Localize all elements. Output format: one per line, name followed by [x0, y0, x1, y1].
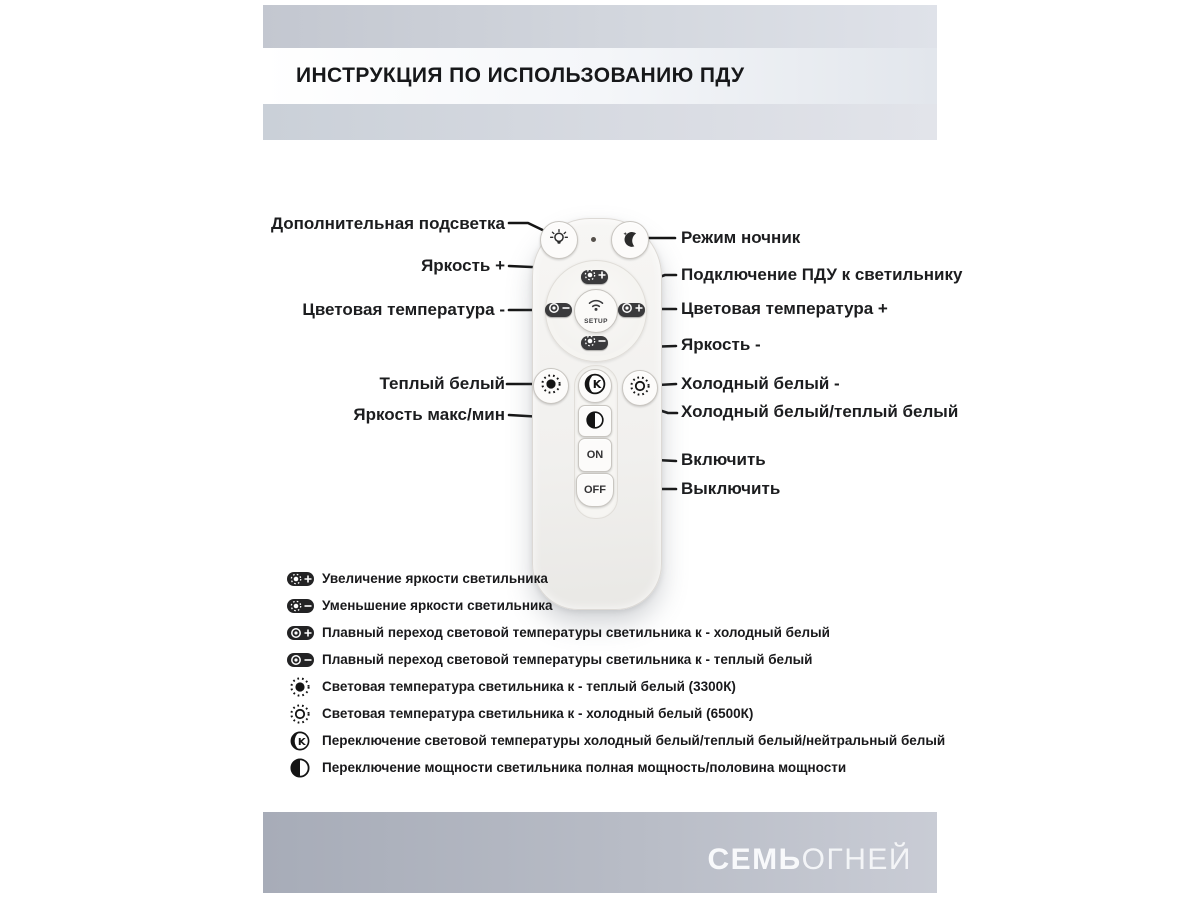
- legend-item: [286, 646, 945, 673]
- legend-item: [286, 754, 945, 781]
- warm-white-button: [533, 368, 569, 404]
- bulb-icon: [548, 227, 570, 254]
- legend-item-text: Световая температура светильника к - холодный белый (6500К): [322, 706, 754, 721]
- setup-label: SETUP: [584, 318, 608, 325]
- callout-label-backlight: Дополнительная подсветка: [270, 214, 505, 233]
- callout-label-brightness-minus: Яркость -: [681, 335, 761, 354]
- legend-item-text: Уменьшение яркости светильника: [322, 598, 553, 613]
- remote-control: [532, 218, 662, 610]
- callout-label-temp-minus: Цветовая температура -: [302, 300, 505, 319]
- callout-label-brightness-plus: Яркость +: [421, 256, 505, 275]
- temp-plus-button: [618, 303, 645, 317]
- callout-label-power-off: Выключить: [681, 479, 781, 498]
- svg-text:K: K: [297, 736, 306, 748]
- temp-plus-icon: [286, 626, 314, 640]
- callout-label-pairing: Подключение ПДУ к светильнику: [681, 265, 963, 284]
- kelvin-toggle-icon: [286, 730, 314, 752]
- brightness-plus-button: [581, 270, 608, 284]
- brightness-plus-icon: [581, 268, 608, 287]
- callout-label-cool-warm-toggle: Холодный белый/теплый белый: [681, 402, 959, 421]
- kelvin-letter: K: [592, 377, 602, 391]
- power-half-icon: [585, 410, 605, 433]
- callout-label-night-mode: Режим ночник: [681, 228, 801, 247]
- ir-indicator-dot: [591, 237, 596, 242]
- temp-plus-icon: [618, 301, 645, 320]
- warm-sun-icon: [286, 675, 314, 699]
- brand-light: ОГНЕЙ: [801, 843, 912, 876]
- off-button: OFF: [576, 473, 614, 507]
- callout-label-brightness-maxmin: Яркость макс/мин: [353, 405, 505, 424]
- legend-item: [286, 673, 945, 700]
- kelvin-toggle-button: [578, 369, 612, 403]
- legend-item-text: Переключение световой температуры холодный белый/теплый белый/нейтральный белый: [322, 733, 946, 748]
- cool-sun-icon: [628, 374, 652, 403]
- legend-item: [286, 565, 945, 592]
- legend-item: [286, 727, 945, 754]
- brand-logo: [707, 843, 912, 877]
- legend-item: [286, 619, 945, 646]
- cool-sun-icon: [286, 702, 314, 726]
- setup-wifi-icon: [584, 297, 608, 317]
- callout-label-warm-white: Теплый белый: [379, 374, 505, 393]
- backlight-button: [540, 221, 578, 259]
- temp-minus-icon: [545, 301, 572, 320]
- page-title: ИНСТРУКЦИЯ ПО ИСПОЛЬЗОВАНИЮ ПДУ: [296, 64, 745, 87]
- top-gray-band: [263, 5, 937, 48]
- brightness-plus-icon: [286, 572, 314, 586]
- legend-item-text: Световая температура светильника к - теплый белый (3300К): [322, 679, 736, 694]
- legend-item-text: Плавный переход световой температуры светильника к - теплый белый: [322, 652, 813, 667]
- brightness-minus-icon: [286, 599, 314, 613]
- legend-item: [286, 592, 945, 619]
- brightness-minus-icon: [581, 334, 608, 353]
- moon-star-icon: [619, 227, 641, 254]
- legend-item-text: Плавный переход световой температуры светильника к - холодный белый: [322, 625, 830, 640]
- setup-button: [574, 289, 618, 333]
- warm-sun-icon: [539, 372, 563, 401]
- kelvin-toggle-icon: [583, 372, 607, 401]
- night-mode-button: [611, 221, 649, 259]
- legend-item-text: Увеличение яркости светильника: [322, 571, 548, 586]
- brightness-minus-button: [581, 336, 608, 350]
- callout-label-temp-plus: Цветовая температура +: [681, 299, 888, 318]
- sub-gray-band: [263, 104, 937, 140]
- legend-item-text: Переключение мощности светильника полная мощность/половина мощности: [322, 760, 847, 775]
- legend: [286, 565, 945, 781]
- on-button: ON: [578, 438, 612, 472]
- brand-bold: СЕМЬ: [707, 843, 802, 876]
- temp-minus-button: [545, 303, 572, 317]
- callout-label-power-on: Включить: [681, 450, 766, 469]
- legend-item: [286, 700, 945, 727]
- temp-minus-icon: [286, 653, 314, 667]
- power-half-icon: [286, 757, 314, 779]
- cool-white-button: [622, 370, 658, 406]
- callout-label-cool-white: Холодный белый -: [681, 374, 840, 393]
- power-half-button: [578, 405, 612, 437]
